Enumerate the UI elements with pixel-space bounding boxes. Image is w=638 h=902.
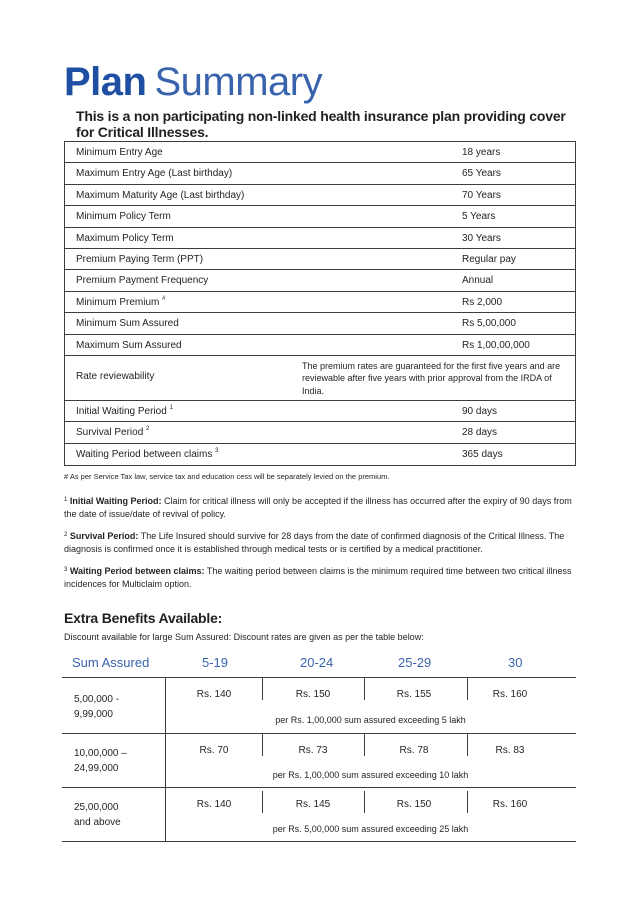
row-label: Minimum Sum Assured — [76, 318, 179, 330]
column-divider — [364, 791, 365, 813]
row-label: Rate reviewability — [76, 370, 155, 382]
row-label: Premium Payment Frequency — [76, 275, 209, 287]
table-row — [65, 335, 575, 356]
sum-assured-range — [74, 692, 154, 722]
sum-line: and above — [74, 817, 121, 828]
row-label: Maximum Entry Age (Last birthday) — [76, 168, 233, 180]
footnote-number: 3 — [64, 567, 68, 573]
header-term: 30 — [508, 655, 523, 670]
discount-note: Discount available for large Sum Assured: Discount rates are given as per the table below: — [64, 632, 424, 642]
discount-rate: Rs. 160 — [492, 689, 528, 700]
sum-assured-range — [74, 800, 154, 830]
row-label-text: Survival Period — [76, 427, 144, 439]
column-divider — [364, 734, 365, 756]
footnote-text: The waiting period between claims is the minimum required time between two critical illness incidences for Multiclaim option. — [64, 566, 572, 589]
discount-table-header — [62, 648, 576, 678]
row-label: Premium Paying Term (PPT) — [76, 253, 204, 265]
footnote-text: Claim for critical illness will only be accepted if the illness has occurred after the expiry of 90 days from the date of issue/date of revival of policy. — [64, 496, 572, 519]
row-value: The premium rates are guaranteed for the first five years and are reviewable after five years with prior approval from the IRDA of India. — [302, 360, 561, 396]
discount-rate: Rs. 150 — [295, 689, 331, 700]
header-sum-assured: Sum Assured — [72, 655, 150, 670]
table-row — [62, 734, 576, 788]
row-label: Maximum Sum Assured — [76, 339, 182, 351]
table-row — [62, 678, 576, 734]
sum-assured-range — [74, 746, 154, 776]
footnote — [64, 565, 578, 591]
row-value: 18 years — [462, 147, 501, 158]
row-value: 90 days — [462, 405, 498, 417]
table-row — [65, 228, 575, 249]
column-divider — [262, 791, 263, 813]
row-value: Rs 1,00,00,000 — [462, 339, 530, 351]
footnote — [64, 530, 578, 556]
sum-line: 9,99,000 — [74, 709, 113, 720]
column-divider — [467, 678, 468, 700]
row-label — [76, 449, 218, 460]
table-row — [65, 292, 575, 313]
table-row — [65, 356, 575, 401]
table-row — [65, 401, 575, 422]
column-divider — [364, 678, 365, 700]
title-bold: Plan — [64, 60, 147, 104]
discount-table — [62, 648, 576, 842]
row-label: Maximum Policy Term — [76, 232, 174, 244]
table-row — [65, 270, 575, 291]
table-row — [65, 249, 575, 270]
table-row — [65, 206, 575, 227]
header-term: 5-19 — [202, 655, 229, 670]
row-value: 28 days — [462, 427, 498, 439]
discount-rate: Rs. 150 — [396, 799, 432, 810]
row-label-text: Minimum Premium — [76, 296, 160, 308]
footnote-term: Survival Period: — [69, 531, 139, 541]
row-value: Regular pay — [462, 253, 516, 265]
footnote-marker: 3 — [215, 447, 219, 454]
row-label — [76, 427, 149, 438]
table-row — [65, 163, 575, 184]
discount-rate: Rs. 140 — [196, 799, 232, 810]
sum-line: 24,99,000 — [74, 763, 119, 774]
table-row — [62, 788, 576, 842]
discount-rate: Rs. 83 — [495, 745, 525, 756]
discount-rate: Rs. 155 — [396, 689, 432, 700]
plan-description: This is a non participating non-linked health insurance plan providing cover for Critical Illnesses. — [76, 108, 566, 140]
column-divider — [467, 734, 468, 756]
footnote-marker: 1 — [169, 404, 173, 411]
footnote-number: 1 — [64, 497, 68, 503]
row-value: Annual — [462, 275, 494, 287]
column-divider — [262, 734, 263, 756]
sum-line: 10,00,000 – — [74, 748, 127, 759]
table-row — [65, 185, 575, 206]
header-term: 25-29 — [398, 655, 432, 670]
footnote-term: Waiting Period between claims: — [69, 566, 205, 576]
row-value: Rs 5,00,000 — [462, 318, 516, 330]
footnote-marker: # — [162, 295, 166, 302]
row-value: 5 Years — [462, 211, 496, 223]
discount-rate: Rs. 78 — [399, 745, 429, 756]
footnote-text: The Life Insured should survive for 28 days from the date of confirmed diagnosis of the Critical Illness. The diagnosis is confirmed once it is established through medical tests or is certified by a medical practitioner. — [64, 531, 565, 554]
row-label — [76, 406, 173, 417]
sum-line: 25,00,000 — [74, 802, 119, 813]
table-row — [65, 422, 575, 443]
row-value: 70 Years — [462, 189, 501, 201]
sum-line: 5,00,000 - — [74, 694, 120, 705]
service-tax-note: # As per Service Tax law, service tax and education cess will be separately levied on the premium. — [64, 472, 390, 481]
page-title — [64, 58, 322, 106]
plan-summary-table — [64, 141, 576, 466]
discount-rate: Rs. 140 — [196, 689, 232, 700]
row-value: 30 Years — [462, 232, 501, 244]
row-label: Minimum Entry Age — [76, 147, 163, 158]
row-label: Maximum Maturity Age (Last birthday) — [76, 189, 245, 201]
table-row — [65, 444, 575, 465]
discount-rate: Rs. 160 — [492, 799, 528, 810]
footnote — [64, 495, 578, 521]
row-label: Minimum Policy Term — [76, 211, 171, 223]
column-divider — [467, 791, 468, 813]
row-label-text: Waiting Period between claims — [76, 448, 213, 460]
table-row — [65, 313, 575, 334]
footnote-term: Initial Waiting Period: — [69, 496, 162, 506]
row-label-text: Initial Waiting Period — [76, 405, 167, 417]
discount-basis: per Rs. 1,00,000 sum assured exceeding 10 lakh — [272, 770, 469, 780]
row-value: 365 days — [462, 448, 503, 460]
extra-benefits-heading: Extra Benefits Available: — [64, 610, 223, 626]
discount-rate: Rs. 145 — [295, 799, 331, 810]
column-divider — [262, 678, 263, 700]
row-value: 65 Years — [462, 168, 501, 180]
discount-rate: Rs. 70 — [199, 745, 229, 756]
discount-basis: per Rs. 1,00,000 sum assured exceeding 5 lakh — [275, 715, 466, 725]
title-light: Summary — [154, 60, 323, 104]
footnote-marker: 2 — [146, 426, 150, 433]
row-label — [76, 297, 165, 308]
header-term: 20-24 — [300, 655, 334, 670]
footnote-number: 2 — [64, 532, 68, 538]
table-row — [65, 142, 575, 163]
row-value: Rs 2,000 — [462, 296, 503, 308]
discount-rate: Rs. 73 — [298, 745, 328, 756]
discount-basis: per Rs. 5,00,000 sum assured exceeding 25 lakh — [272, 824, 469, 834]
